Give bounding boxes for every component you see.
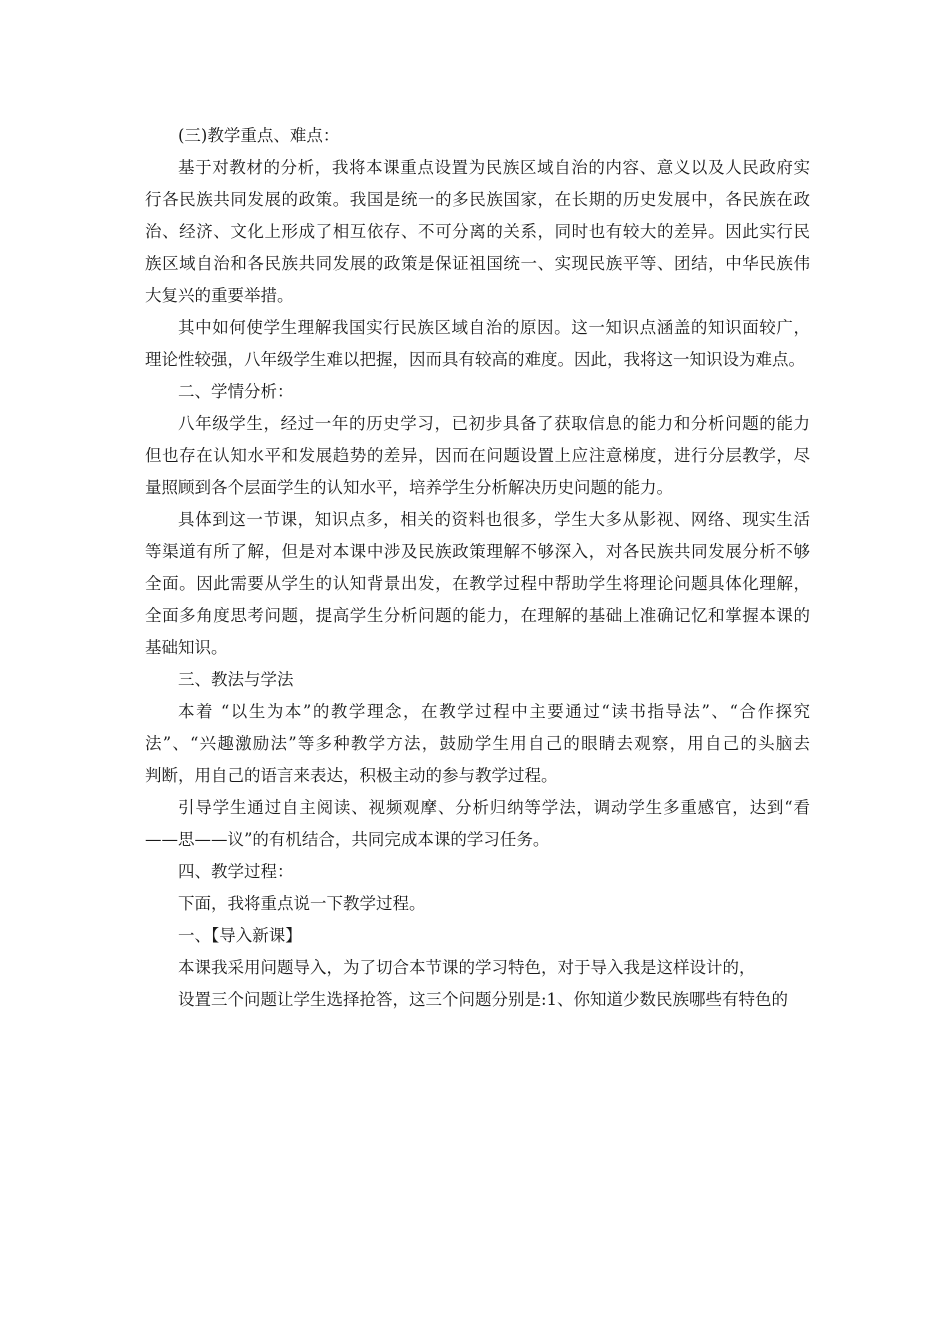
paragraph-line: 判断，用自己的语言来表达，积极主动的参与教学过程。 [145,766,558,785]
paragraph-line: 但也存在认知水平和发展趋势的差异，因而在问题设置上应注意梯度，进行分层教学，尽 [145,446,810,465]
paragraph-line: 八年级学生，经过一年的历史学习，已初步具备了获取信息的能力和分析问题的能力 [178,414,810,433]
paragraph-line: 下面，我将重点说一下教学过程。 [178,894,426,913]
paragraph-line: 具体到这一节课，知识点多，相关的资料也很多，学生大多从影视、网络、现实生活 [178,510,810,529]
section-heading-intro-lesson: 一、【导入新课】 [178,926,302,945]
section-heading-methods: 三、教法与学法 [178,670,294,689]
paragraph-line: 大复兴的重要举措。 [145,286,294,305]
paragraph-line: 基础知识。 [145,638,228,657]
paragraph-line: 引导学生通过自主阅读、视频观摩、分析归纳等学法，调动学生多重感官，达到“看 [178,798,810,817]
paragraph-line: 本着 “以生为本”的教学理念，在教学过程中主要通过“读书指导法”、“合作探究 [178,702,810,721]
paragraph-line: 等渠道有所了解，但是对本课中涉及民族政策理解不够深入，对各民族共同发展分析不够 [145,542,810,561]
paragraph-line: ——思——议”的有机结合，共同完成本课的学习任务。 [145,830,550,849]
paragraph-line: 设置三个问题让学生选择抢答，这三个问题分别是:1、你知道少数民族哪些有特色的 [178,990,789,1009]
paragraph-line: 治、经济、文化上形成了相互依存、不可分离的关系，同时也有较大的差异。因此实行民 [145,222,810,241]
paragraph-line: 全面多角度思考问题，提高学生分析问题的能力，在理解的基础上准确记忆和掌握本课的 [145,606,810,625]
section-heading-process: 四、教学过程： [178,862,294,881]
paragraph-line: 族区域自治和各民族共同发展的政策是保证祖国统一、实现民族平等、团结，中华民族伟 [145,254,810,273]
paragraph-line: 本课我采用问题导入，为了切合本节课的学习特色，对于导入我是这样设计的， [178,958,756,977]
document-body [145,120,810,1016]
paragraph-line: 全面。因此需要从学生的认知背景出发，在教学过程中帮助学生将理论问题具体化理解， [145,574,810,593]
section-heading-key-points: (三)教学重点、难点： [178,126,340,145]
paragraph-line: 其中如何使学生理解我国实行民族区域自治的原因。这一知识点涵盖的知识面较广， [178,318,810,337]
section-heading-learner-analysis: 二、学情分析： [178,382,294,401]
paragraph-line: 行各民族共同发展的政策。我国是统一的多民族国家，在长期的历史发展中，各民族在政 [145,190,810,209]
paragraph-line: 理论性较强，八年级学生难以把握，因而具有较高的难度。因此，我将这一知识设为难点。 [145,350,805,369]
paragraph-line: 法”、“兴趣激励法”等多种教学方法，鼓励学生用自己的眼睛去观察，用自己的头脑去 [145,734,810,753]
paragraph-line: 基于对教材的分析，我将本课重点设置为民族区域自治的内容、意义以及人民政府实 [178,158,810,177]
paragraph-line: 量照顾到各个层面学生的认知水平，培养学生分析解决历史问题的能力。 [145,478,673,497]
